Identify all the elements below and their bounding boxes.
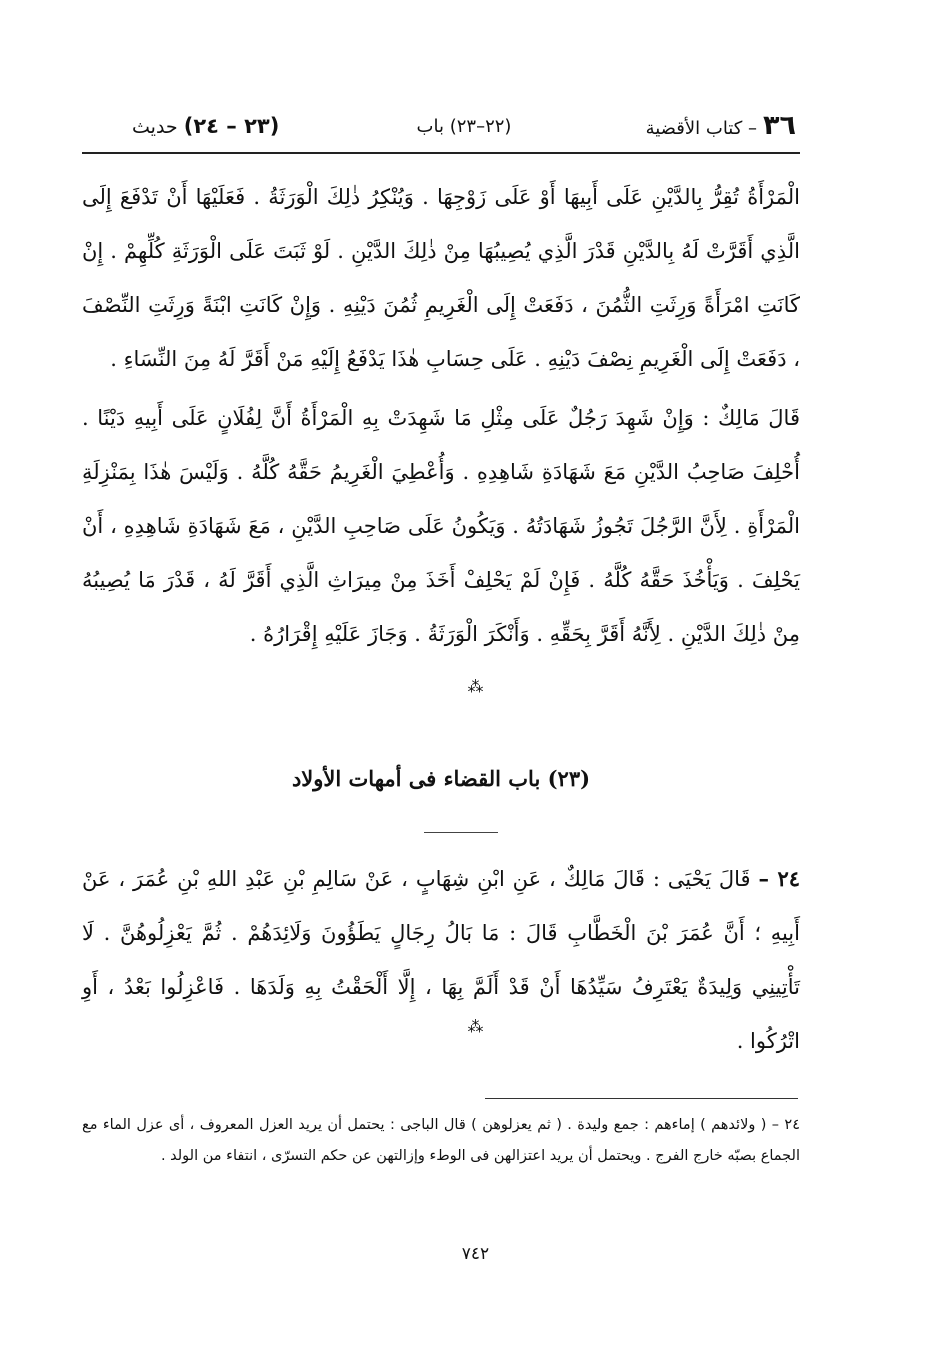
hadith-range: (٢٣ – ٢٤) <box>183 114 280 138</box>
section-separator: ⁂ <box>467 677 484 696</box>
header-section: (٢٢–٢٣) باب <box>416 116 512 137</box>
footnote-rule <box>485 1098 798 1099</box>
section-separator-2: ⁂ <box>467 1017 484 1036</box>
header-rule <box>82 152 800 154</box>
hadith-label: حديث <box>132 116 178 138</box>
chapter-title: – كتاب الأقضية <box>645 118 758 139</box>
header-chapter <box>646 110 796 141</box>
chapter-heading: (٢٣) باب القضاء فى أمهات الأولاد <box>291 766 591 791</box>
paragraph-malik-witness: قَالَ مَالِكٌ : وَإِنْ شَهِدَ رَجُلٌ عَلَى مِثْلِ مَا شَهِدَتْ بِهِ الْمَرْأَةُ أَنَّ لِفُلَانٍ عَلَى أَبِيهِ دَيْنًا . أُحْلِفَ صَاحِبُ الدَّيْنِ مَعَ شَهَادَةِ شَاهِدِهِ . وَأُعْطِيَ الْغَرِيمُ حَقَّهُ كُلَّهُ . وَلَيْسَ هٰذَا بِمَنْزِلَةِ الْمَرْأَةِ . لِأَنَّ الرَّجُلَ تَجُوزُ شَهَادَتُهُ . وَيَكُونُ عَلَى صَاحِبِ الدَّيْنِ ، مَعَ شَهَادَةِ شَاهِدِهِ ، أَنْ يَحْلِفَ . وَيَأْخُذَ حَقَّهُ كُلَّهُ . فَإِنْ لَمْ يَحْلِفْ أَخَذَ مِنْ مِيرَاثِ الَّذِي أَقَرَّ لَهُ ، قَدْرَ مَا يُصِيبُهُ مِنْ ذٰلِكَ الدَّيْنِ . لِأَنَّهُ أَقَرَّ بِحَقِّهِ . وَأَنْكَرَ الْوَرَثَةُ . وَجَازَ عَلَيْهِ إِقْرَارُهُ . <box>82 406 800 646</box>
paragraph-inheritance-acknowledgement: الْمَرْأَةُ تُقِرُّ بِالدَّيْنِ عَلَى أَبِيهَا أَوْ عَلَى زَوْجِهَا . وَيُنْكِرُ ذٰلِكَ الْوَرَثَةُ . فَعَلَيْهَا أَنْ تَدْفَعَ إِلَى الَّذِي أَقَرَّتْ لَهُ بِالدَّيْنِ قَدْرَ الَّذِي يُصِيبُهَا مِنْ ذٰلِكَ الدَّيْنِ . لَوْ ثَبَتَ عَلَى الْوَرَثَةِ كُلِّهِمْ . إِنْ كَانَتِ امْرَأَةً وَرِثَتِ الثُّمُنَ ، دَفَعَتْ إِلَى الْغَرِيمِ ثُمُنَ دَيْنِهِ . وَإِنْ كَانَتِ ابْنَةً وَرِثَتِ النِّصْفَ ، دَفَعَتْ إِلَى الْغَرِيمِ نِصْفَ دَيْنِهِ . عَلَى حِسَابِ هٰذَا يَدْفَعُ إِلَيْهِ مَنْ أَقَرَّ لَهُ مِنَ النِّسَاءِ . <box>82 185 800 371</box>
hadith-24 <box>82 852 800 1068</box>
footnote: ٢٤ – ( ولائدهم ) إماءهم : جمع وليدة . ( ثم يعزلوهن ) قال الباجى : يحتمل أن يريد العزل المعروف ، أى عزل الماء مع الجماع بصبّه خارج الفرج . ويحتمل أن يريد اعتزالهن فى الوطء وإزالتهن عن حكم التسرّى ، انتفاء من الولد . <box>82 1117 800 1164</box>
heading-rule <box>424 832 498 833</box>
chapter-number: ٣٦ <box>763 110 796 141</box>
running-header <box>132 110 796 150</box>
hadith-number: ٢٤ – <box>758 866 801 891</box>
header-hadith <box>132 114 279 138</box>
hadith-text: قَالَ يَحْيَى : قَالَ مَالِكٌ ، عَنِ ابْنِ شِهَابٍ ، عَنْ سَالِمِ بْنِ عَبْدِ اللهِ بْنِ عُمَرَ ، عَنْ أَبِيهِ ؛ أَنَّ عُمَرَ بْنَ الْخَطَّابِ قَالَ : مَا بَالُ رِجَالٍ يَطَؤُونَ وَلَائِدَهُمْ . ثُمَّ يَعْزِلُوهُنَّ . لَا تَأْتِينِي وَلِيدَةٌ يَعْتَرِفُ سَيِّدُهَا أَنْ قَدْ أَلَمَّ بِهَا ، إِلَّا أَلْحَقْتُ بِهِ وَلَدَهَا . فَاعْزِلُوا بَعْدُ ، أَوِ اتْرُكُوا . <box>82 867 800 1053</box>
page-number: ٧٤٢ <box>461 1244 490 1264</box>
